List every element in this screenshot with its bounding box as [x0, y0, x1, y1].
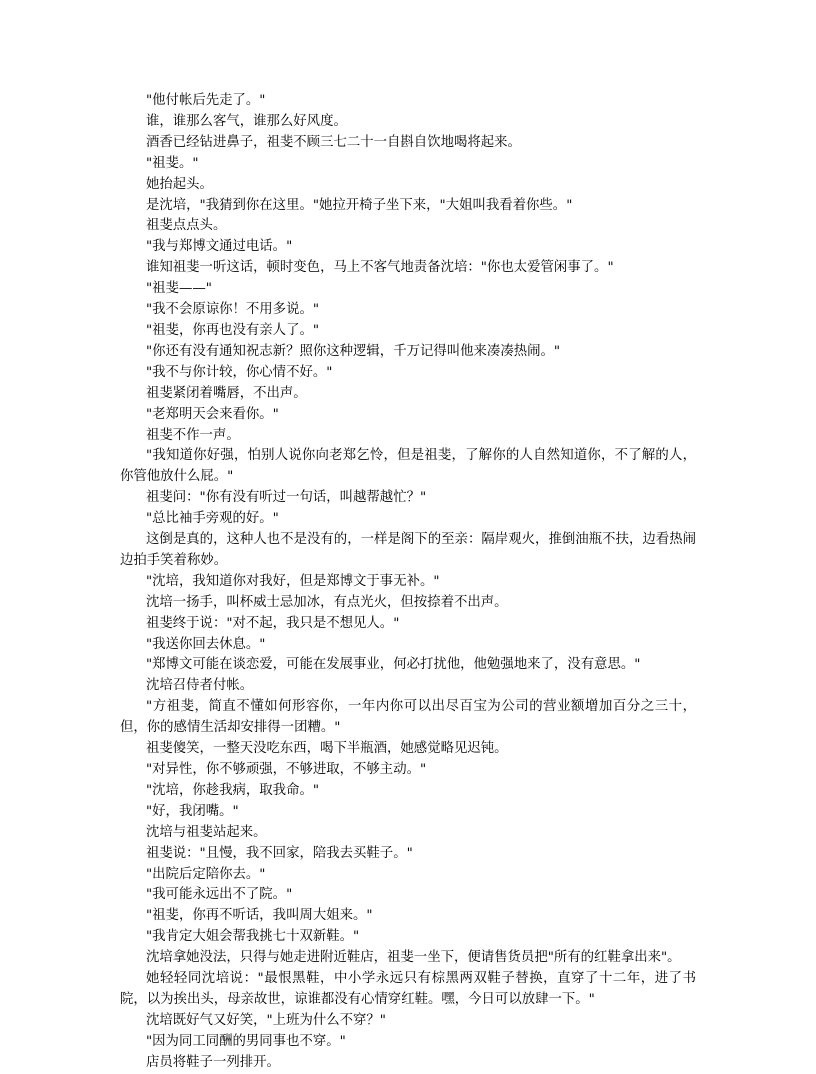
- paragraph: "祖斐，你再不听话，我叫周大姐来。": [146, 908, 373, 924]
- paragraph: 沈培既好气又好笑，"上班为什么不穿？": [146, 1012, 386, 1028]
- paragraph: "对异性，你不够顽强，不够进取，不够主动。": [146, 762, 427, 777]
- paragraph: "沈培，我知道你对我好，但是郑博文于事无补。": [146, 573, 440, 589]
- paragraph: "他付帐后先走了。": [146, 93, 266, 108]
- paragraph: "祖斐，你再也没有亲人了。": [146, 322, 320, 338]
- paragraph: "你还有没有通知祝志新？照你这种逻辑，千万记得叫他来凑凑热闹。": [146, 343, 561, 359]
- paragraph: 这倒是真的，这种人也不是没有的，一样是阁下的至亲：隔岸观火，推倒油瓶不扶，边看热闹边拍手笑着称妙。: [120, 532, 696, 568]
- paragraph: "老郑明天会来看你。": [146, 406, 279, 422]
- paragraph: "方祖斐，简直不懂如何形容你，一年内你可以出尽百宝为公司的营业额增加百分之三十，但，你的感情生活却安排得一团糟。": [120, 699, 696, 736]
- paragraph: "我不与你计较，你心情不好。": [146, 364, 333, 380]
- paragraph: 沈培拿她没法，只得与她走进附近鞋店，祖斐一坐下，便请售货员把"所有的红鞋拿出来"。: [146, 950, 681, 966]
- paragraph: 祖斐紧闭着嘴唇，不出声。: [146, 385, 307, 401]
- paragraph: 店员将鞋子一列排开。: [146, 1054, 280, 1070]
- paragraph: "祖斐——": [146, 281, 212, 297]
- paragraph: "好，我闭嘴。": [146, 803, 239, 819]
- paragraph: 祖斐问："你有没有听过一句话，叫越帮越忙？": [146, 490, 427, 506]
- paragraph: "祖斐。": [146, 155, 199, 171]
- paragraph: "我肯定大姐会帮我挑七十双新鞋。": [146, 929, 360, 945]
- paragraph: 祖斐不作一声。: [146, 427, 240, 443]
- paragraph: 谁，谁那么客气，谁那么好风度。: [146, 113, 347, 129]
- paragraph: "我与郑博文通过电话。": [146, 239, 293, 255]
- paragraph: 沈培一扬手，叫杯威士忌加冰，有点光火，但按捺着不出声。: [146, 594, 508, 610]
- paragraph: 祖斐终于说："对不起，我只是不想见人。": [146, 615, 400, 631]
- paragraph: 沈培与祖斐站起来。: [146, 824, 267, 840]
- paragraph: 祖斐点点头。: [146, 218, 227, 234]
- paragraph: "沈培，你趁我病，取我命。": [146, 782, 320, 798]
- paragraph: "我知道你好强，怕别人说你向老郑乞怜，但是祖斐，了解你的人自然知道你，不了解的人，你管他放什么屁。": [120, 448, 696, 485]
- paragraph: 祖斐傻笑，一整天没吃东西，喝下半瓶酒，她感觉略见迟钝。: [146, 741, 508, 757]
- paragraph: 是沈培，"我猜到你在这里。"她拉开椅子坐下来，"大姐叫我看着你些。": [146, 197, 573, 213]
- paragraph: "我不会原谅你！不用多说。": [146, 302, 320, 318]
- paragraph: "我送你回去休息。": [146, 636, 266, 652]
- paragraph: "因为同工同酬的男同事也不穿。": [146, 1033, 346, 1049]
- paragraph: 她抬起头。: [146, 176, 213, 192]
- paragraph: 沈培召侍者付帐。: [146, 678, 254, 694]
- paragraph: 谁知祖斐一听这话，顿时变色，马上不客气地责备沈培："你也太爱管闲事了。": [146, 260, 614, 276]
- paragraph: "我可能永远出不了院。": [146, 887, 293, 903]
- document-page: [120, 91, 696, 1074]
- paragraph: 酒香已经钻进鼻子，祖斐不顾三七二十一自斟自饮地喝将起来。: [146, 134, 521, 150]
- paragraph: 祖斐说："且慢，我不回家，陪我去买鞋子。": [146, 845, 413, 861]
- paragraph: "出院后定陪你去。": [146, 866, 266, 882]
- paragraph: 她轻轻同沈培说："最恨黑鞋，中小学永远只有棕黑两双鞋子替换，直穿了十二年，进了书院，以为挨出头，母亲故世，谅谁都没有心情穿红鞋。嘿，今日可以放肆一下。": [120, 971, 696, 1007]
- paragraph: "总比袖手旁观的好。": [146, 511, 279, 527]
- paragraph: "郑博文可能在谈恋爱，可能在发展事业，何必打扰他，他勉强地来了，没有意思。": [146, 657, 641, 673]
